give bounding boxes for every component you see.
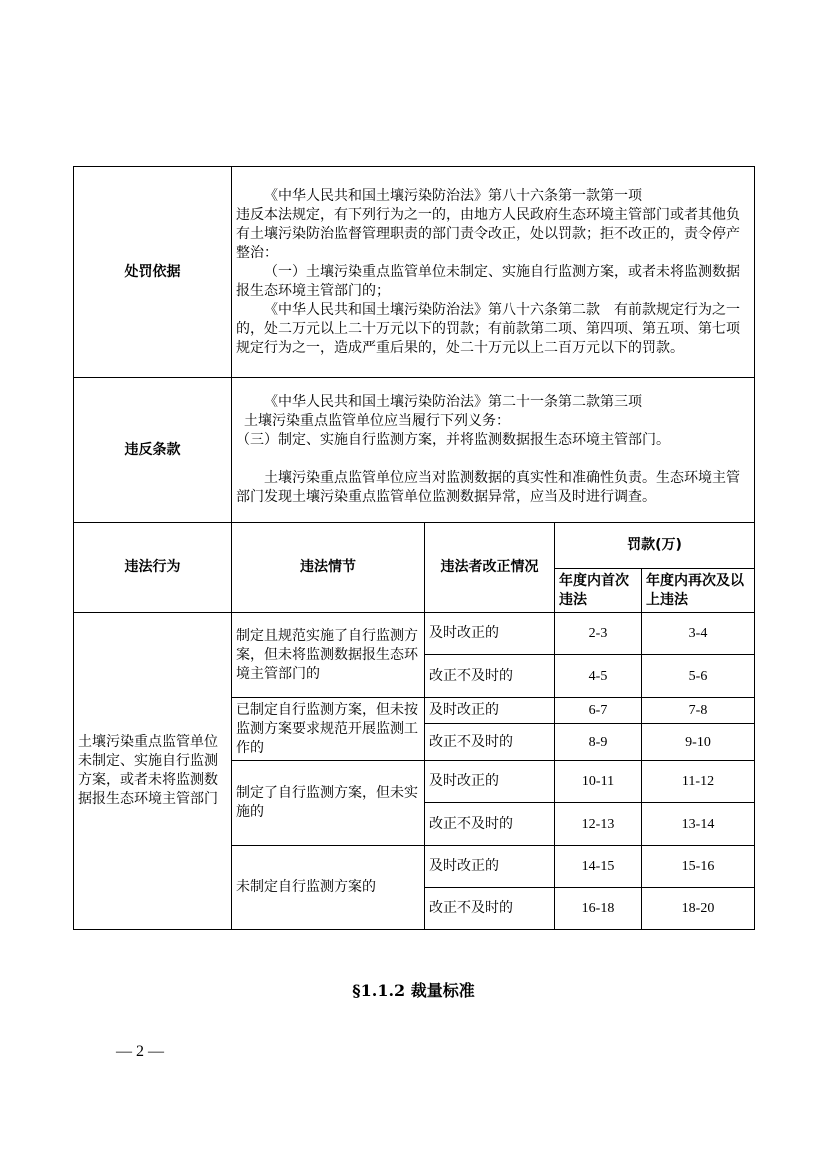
penalty-table bbox=[73, 166, 755, 930]
fix-cell: 及时改正的 bbox=[425, 761, 555, 803]
violated-line: 土壤污染重点监管单位应当对监测数据的真实性和准确性负责。生态环境主管部门发现土壤污染重点监管单位监测数据异常，应当及时进行调查。 bbox=[236, 470, 740, 505]
circ-cell: 制定且规范实施了自行监测方案，但未将监测数据报生态环境主管部门的 bbox=[232, 613, 425, 698]
repeat-fine-cell: 9-10 bbox=[642, 724, 755, 761]
first-fine-cell: 16-18 bbox=[555, 888, 642, 930]
fix-cell: 改正不及时的 bbox=[425, 888, 555, 930]
first-fine-cell: 6-7 bbox=[555, 698, 642, 724]
repeat-fine-cell: 15-16 bbox=[642, 846, 755, 888]
violated-line: 土壤污染重点监管单位应当履行下列义务： bbox=[244, 413, 510, 429]
repeat-fine-cell: 7-8 bbox=[642, 698, 755, 724]
repeat-fine-cell: 11-12 bbox=[642, 761, 755, 803]
circ-cell: 未制定自行监测方案的 bbox=[232, 846, 425, 930]
page-number: — 2 — bbox=[116, 1043, 164, 1060]
fix-cell: 改正不及时的 bbox=[425, 724, 555, 761]
basis-line: （一）土壤污染重点监管单位未制定、实施自行监测方案，或者未将监测数据报生态环境主管部门的； bbox=[236, 263, 740, 299]
act-cell: 土壤污染重点监管单位未制定、实施自行监测方案，或者未将监测数据报生态环境主管部门 bbox=[74, 613, 232, 930]
basis-content bbox=[232, 167, 755, 378]
header-act: 违法行为 bbox=[74, 523, 232, 613]
fix-cell: 改正不及时的 bbox=[425, 655, 555, 698]
repeat-fine-cell: 13-14 bbox=[642, 803, 755, 846]
first-fine-cell: 10-11 bbox=[555, 761, 642, 803]
first-fine-cell: 8-9 bbox=[555, 724, 642, 761]
basis-line: 《中华人民共和国土壤污染防治法》第八十六条第一款第一项 bbox=[264, 187, 642, 204]
fix-cell: 及时改正的 bbox=[425, 698, 555, 724]
table-row bbox=[74, 613, 755, 655]
fix-cell: 及时改正的 bbox=[425, 846, 555, 888]
basis-line: 《中华人民共和国土壤污染防治法》第八十六条第二款 有前款规定行为之一的，处二万元以上二十万元以下的罚款；有前款第二项、第四项、第五项、第七项规定行为之一，造成严重后果的，处二十万元以上二百万元以下的罚款。 bbox=[236, 301, 740, 356]
violated-line: （三）制定、实施自行监测方案，并将监测数据报生态环境主管部门。 bbox=[236, 432, 670, 448]
first-fine-cell: 14-15 bbox=[555, 846, 642, 888]
repeat-fine-cell: 18-20 bbox=[642, 888, 755, 930]
basis-line: 违反本法规定，有下列行为之一的，由地方人民政府生态环境主管部门或者其他负有土壤污染防治监督管理职责的部门责令改正，处以罚款；拒不改正的，责令停产整治： bbox=[236, 206, 740, 261]
section-title: §1.1.2 裁量标准 bbox=[352, 981, 475, 1000]
first-fine-cell: 4-5 bbox=[555, 655, 642, 698]
violated-line: 《中华人民共和国土壤污染防治法》第二十一条第二款第三项 bbox=[264, 394, 642, 410]
header-first: 年度内首次违法 bbox=[555, 569, 642, 613]
header-fix: 违法者改正情况 bbox=[425, 523, 555, 613]
header-circ: 违法情节 bbox=[232, 523, 425, 613]
circ-cell: 已制定自行监测方案，但未按监测方案要求规范开展监测工作的 bbox=[232, 698, 425, 761]
basis-label: 处罚依据 bbox=[74, 167, 232, 378]
first-fine-cell: 2-3 bbox=[555, 613, 642, 655]
fix-cell: 改正不及时的 bbox=[425, 803, 555, 846]
circ-cell: 制定了自行监测方案，但未实施的 bbox=[232, 761, 425, 846]
repeat-fine-cell: 3-4 bbox=[642, 613, 755, 655]
header-repeat: 年度内再次及以上违法 bbox=[642, 569, 755, 613]
fix-cell: 及时改正的 bbox=[425, 613, 555, 655]
violated-content bbox=[232, 378, 755, 523]
repeat-fine-cell: 5-6 bbox=[642, 655, 755, 698]
violated-label: 违反条款 bbox=[74, 378, 232, 523]
header-fine: 罚款(万) bbox=[555, 523, 755, 569]
first-fine-cell: 12-13 bbox=[555, 803, 642, 846]
